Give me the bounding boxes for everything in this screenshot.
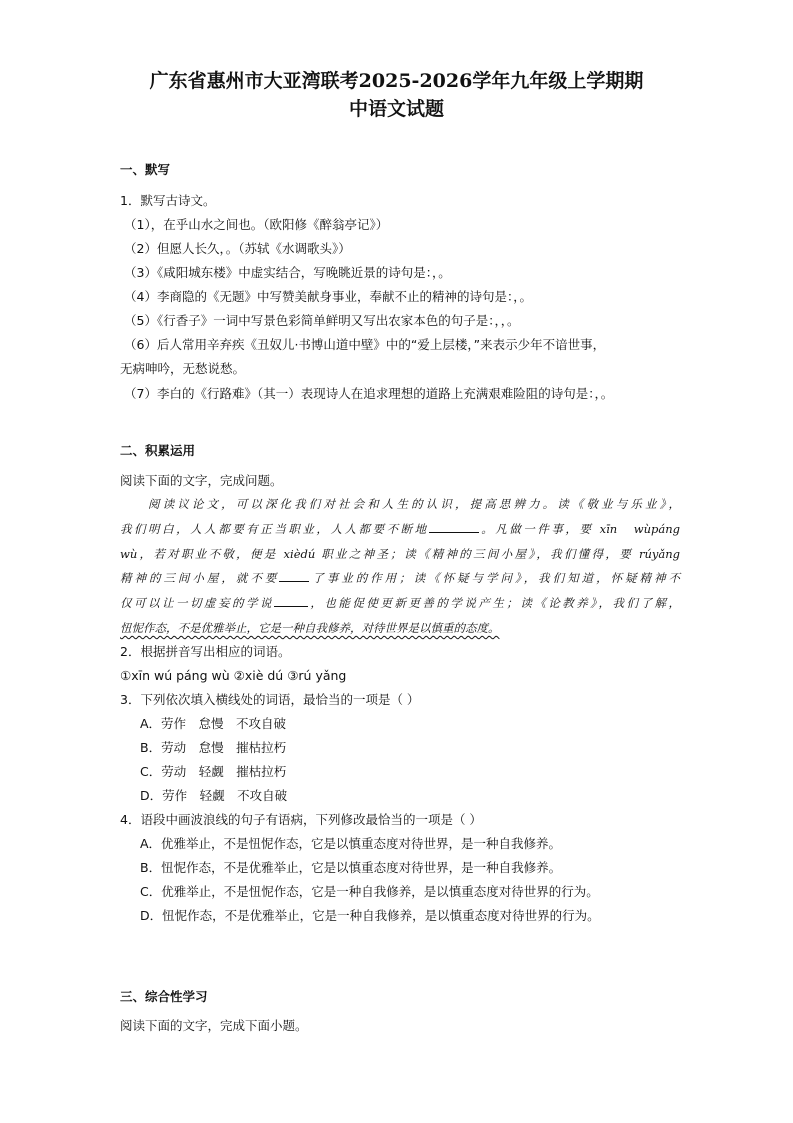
fill-blank-2[interactable]	[279, 569, 309, 582]
reading-passage	[120, 492, 680, 641]
passage-line-1: 阅读议论文，可以深化我们对社会和人生的认识，提高思辨力。读《敬业与乐业》，	[148, 497, 680, 511]
question-1-item-6-continued: 无病呻吟，无愁说愁。	[120, 361, 246, 376]
question-3-option-c[interactable]: C．劳动 轻觑 摧枯拉朽	[140, 764, 287, 779]
wavy-underlined-sentence: 忸怩作态，不是优雅举止，它是一种自我修养，对待世界是以慎重的态度。	[120, 620, 500, 635]
question-1-item-4: （4）李商隐的《无题》中写赞美献身事业，奉献不止的精神的诗句是：，。	[124, 289, 532, 304]
question-1-item-5: （5）《行香子》一词中写景色彩简单鲜明又写出农家本色的句子是：，，。	[124, 313, 520, 328]
question-4-stem: 4．语段中画波浪线的句子有语病，下列修改最恰当的一项是（ ）	[120, 812, 482, 827]
question-4-option-b[interactable]: B．忸怩作态，不是优雅举止，它是以慎重态度对待世界，是一种自我修养。	[140, 860, 562, 875]
question-1-item-7: （7）李白的《行路难》（其一）表现诗人在追求理想的道路上充满艰难险阻的诗句是：，。	[124, 386, 614, 401]
question-1-item-6: （6）后人常用辛弃疾《丑奴儿·书博山道中壁》中的“爱上层楼，”来表示少年不谙世事，	[124, 337, 606, 352]
question-3-option-d[interactable]: D．劳作 轻觑 不攻自破	[140, 788, 288, 803]
question-4-option-c[interactable]: C．优雅举止，不是忸怩作态，它是一种自我修养，是以慎重态度对待世界的行为。	[140, 884, 599, 899]
passage-line-4: 精神的三间小屋，就不要 了事业的作用；读《怀疑与学问》，我们知道，怀疑精神不	[120, 571, 681, 586]
question-3-option-a[interactable]: A．劳作 怠慢 不攻自破	[140, 716, 287, 731]
question-4-option-a[interactable]: A．优雅举止，不是忸怩作态，它是以慎重态度对待世界，是一种自我修养。	[140, 836, 562, 851]
question-4-option-d[interactable]: D．忸怩作态，不是优雅举止，它是一种自我修养，是以慎重态度对待世界的行为。	[140, 908, 600, 923]
passage-line-5: 仅可以让一切虚妄的学说 ，也能促使更新更善的学说产生；读《论教养》，我们了解，	[120, 596, 681, 611]
question-1-stem: 1．默写古诗文。	[120, 193, 216, 208]
fill-blank-3[interactable]	[274, 594, 308, 607]
section-heading-comprehensive: 三、综合性学习	[120, 989, 208, 1004]
exam-title-line1: 广东省惠州市大亚湾联考2025-2026学年九年级上学期期	[149, 70, 644, 92]
question-1-item-1: （1），在乎山水之间也。（欧阳修《醉翁亭记》）	[124, 217, 389, 232]
question-1-item-3: （3）《咸阳城东楼》中虚实结合，写晚眺近景的诗句是：，。	[124, 265, 451, 280]
section-heading-dictation: 一、默写	[120, 162, 171, 177]
passage-line-3: wù，若对职业不敬，便是 xièdú 职业之神圣；读《精神的三间小屋》，我们懂得，要 rúyǎng	[120, 546, 680, 561]
question-1-item-2: （2）但愿人长久，。（苏轼《水调歌头》）	[124, 241, 351, 256]
question-3-option-b[interactable]: B．劳动 怠慢 摧枯拉朽	[140, 740, 287, 755]
section-3-instruction: 阅读下面的文字，完成下面小题。	[120, 1018, 308, 1033]
exam-title-line2: 中语文试题	[348, 98, 444, 120]
passage-line-2: 我们明白，人人都要有正当职业，人人都要不断地 。凡做一件事，要 xīn wùpáng	[120, 521, 680, 536]
question-2-pinyin: ①xīn wú páng wù ②xiè dú ③rú yǎng	[120, 668, 347, 683]
section-heading-accumulation: 二、积累运用	[120, 443, 196, 458]
passage-line-6-wavy-underlined	[120, 616, 680, 641]
reading-instruction: 阅读下面的文字，完成问题。	[120, 473, 283, 488]
fill-blank-1[interactable]	[429, 520, 479, 533]
question-3-stem: 3．下列依次填入横线处的词语，最恰当的一项是（ ）	[120, 692, 420, 707]
question-2-stem: 2．根据拼音写出相应的词语。	[120, 644, 291, 659]
